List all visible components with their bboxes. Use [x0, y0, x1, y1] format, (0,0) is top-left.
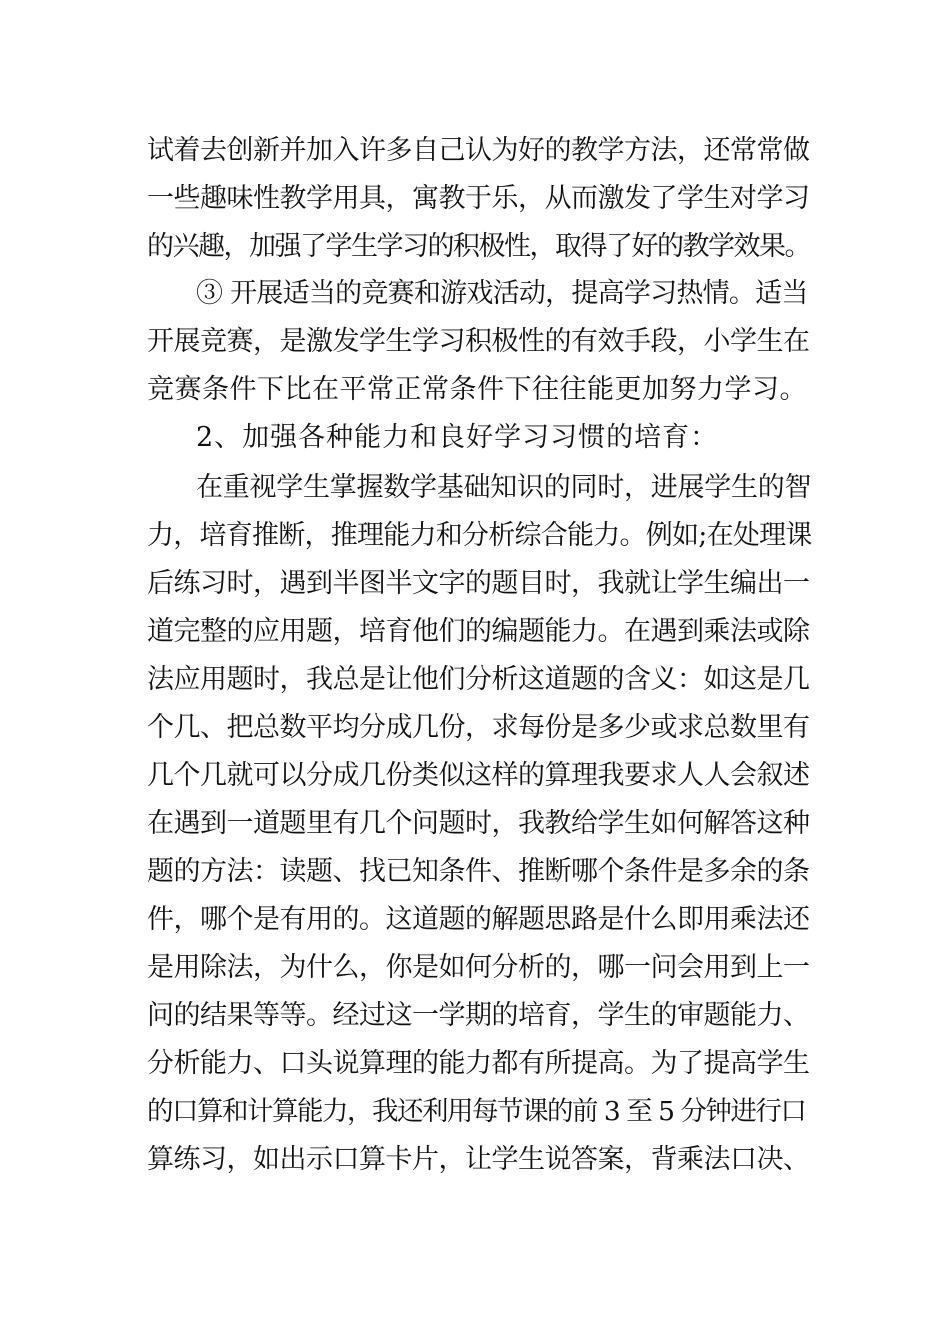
text-line-20: 分析能力、口头说算理的能力都有所提高。为了提高学生 — [147, 1048, 810, 1079]
text-line-4: ③ 开展适当的竞赛和游戏活动，提高学习热情。适当 — [196, 278, 808, 309]
text-line-12: 法应用题时，我总是让他们分析这道题的含义：如这是几 — [147, 664, 810, 695]
text-line-15: 在遇到一道题里有几个问题时，我教给学生如何解答这种 — [147, 808, 810, 839]
text-line-19: 问的结果等等。经过这一学期的培育，学生的审题能力、 — [147, 1000, 810, 1031]
text-line-13: 个几、把总数平均分成几份，求每份是多少或求总数里有 — [147, 712, 810, 743]
text-line-17: 件，哪个是有用的。这道题的解题思路是什么即用乘法还 — [147, 904, 810, 935]
text-line-5: 开展竞赛，是激发学生学习积极性的有效手段，小学生在 — [147, 326, 810, 357]
text-line-18: 是用除法，为什么，你是如何分析的，哪一问会用到上一 — [147, 952, 810, 983]
text-line-11: 道完整的应用题，培育他们的编题能力。在遇到乘法或除 — [147, 616, 810, 647]
text-line-9: 力，培育推断，推理能力和分析综合能力。例如;在处理课 — [147, 520, 812, 551]
text-line-21: 的口算和计算能力，我还利用每节课的前 3 至 5 分钟进行口 — [147, 1096, 806, 1127]
text-line-16: 题的方法：读题、找已知条件、推断哪个条件是多余的条 — [147, 856, 810, 887]
text-line-1: 试着去创新并加入许多自己认为好的教学方法，还常常做 — [147, 135, 810, 166]
text-line-22: 算练习，如出示口算卡片，让学生说答案，背乘法口决、 — [147, 1144, 810, 1175]
text-line-6: 竞赛条件下比在平常正常条件下往往能更加努力学习。 — [147, 374, 807, 405]
text-line-14: 几个几就可以分成几份类似这样的算理我要求人人会叙述 — [147, 760, 810, 791]
text-line-8: 在重视学生掌握数学基础知识的同时，进展学生的智 — [196, 472, 812, 503]
text-line-10: 后练习时，遇到半图半文字的题目时，我就让学生编出一 — [147, 568, 810, 599]
text-line-2: 一些趣味性教学用具，寓教于乐，从而激发了学生对学习 — [147, 183, 810, 214]
section-heading: 2、加强各种能力和良好学习习惯的培育： — [196, 422, 719, 453]
text-line-3: 的兴趣，加强了学生学习的积极性，取得了好的教学效果。 — [147, 231, 810, 262]
